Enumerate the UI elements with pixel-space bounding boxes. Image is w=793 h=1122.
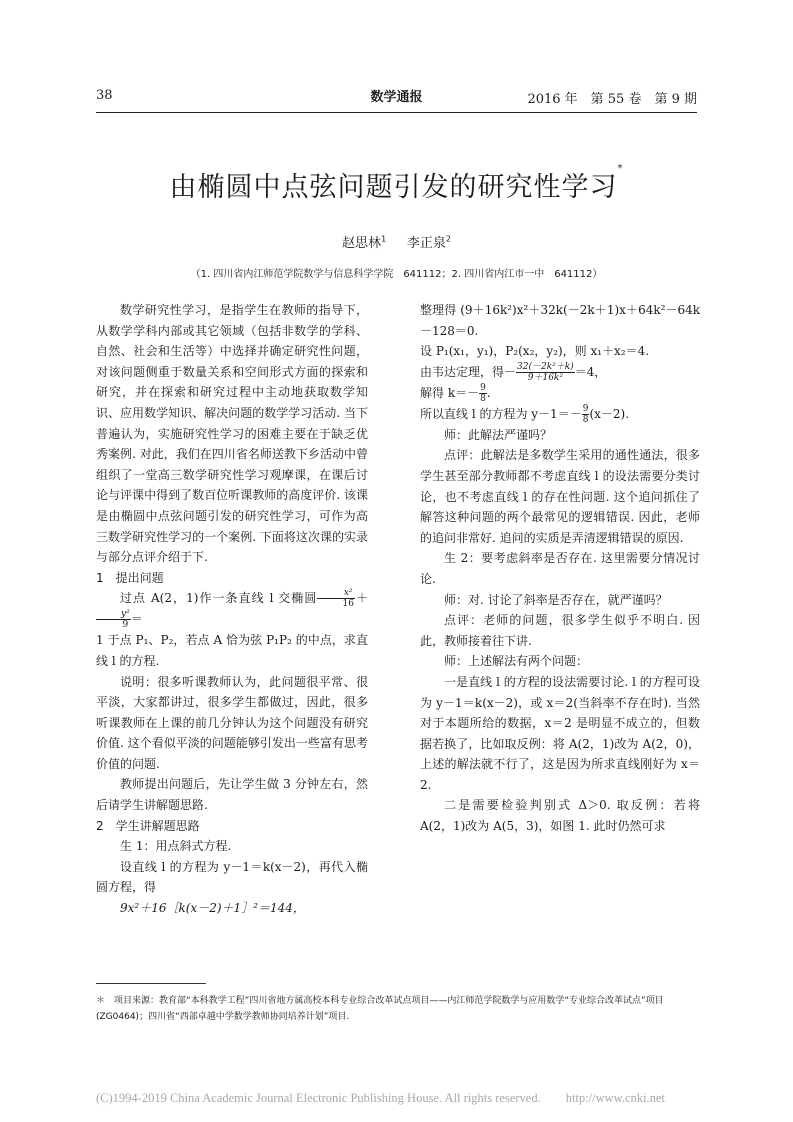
fraction-denominator: 9＋16k² bbox=[527, 372, 563, 383]
solution-setup: 设直线 l 的方程为 y－1＝k(x－2)，再代入椭圆方程，得 bbox=[96, 859, 368, 895]
fraction-numerator: 9 bbox=[582, 403, 589, 414]
fraction-numerator: 32(－2k²＋k) bbox=[517, 361, 574, 372]
fraction-denominator: 8 bbox=[582, 414, 589, 425]
author-name: 李正泉 bbox=[406, 236, 446, 251]
plus-sign: ＋ bbox=[354, 591, 368, 606]
solve-step bbox=[420, 383, 700, 404]
left-column bbox=[96, 300, 368, 919]
solve-text: 解得 k＝－ bbox=[420, 385, 480, 400]
line-text: 所以直线 l 的方程为 y－1＝－ bbox=[420, 406, 582, 421]
problem-statement bbox=[96, 588, 368, 630]
fraction-denominator: 16 bbox=[342, 599, 354, 610]
fraction-denominator: 8 bbox=[480, 393, 486, 404]
problem-text: 过点 A(2，1)作一条直线 l 交椭圆 bbox=[120, 591, 318, 606]
solve-end: . bbox=[486, 385, 491, 400]
author-name: 赵思林 bbox=[342, 236, 382, 251]
title-footnote-mark: * bbox=[617, 163, 624, 174]
fraction bbox=[516, 362, 575, 383]
vieta-text: 由韦达定理，得－ bbox=[420, 364, 517, 379]
author-line bbox=[0, 232, 793, 251]
fraction bbox=[479, 383, 487, 404]
copyright-watermark: (C)1994-2019 China Academic Journal Electronic Publishing House. All rights reserved. http://www.cnki.net bbox=[96, 1091, 665, 1105]
problem-continuation: 1 于点 P₁、P₂，若点 A 恰为弦 P₁P₂ 的中点，求直线 l 的方程. bbox=[96, 633, 368, 668]
issue-one-paragraph: 一是直线 l 的方程的设法需要讨论. l 的方程可设为 y－1＝k(x－2)，或 x＝2(当斜率不存在时). 当然对于本题所给的数据，x＝2 是明显不成立的，但数据若换了，比如取反例：将 A(2，1)改为 A(2，0)，上述的解法就不行了，这是因为所求直线刚好为 x＝2. bbox=[420, 674, 700, 792]
section-heading: 2 学生讲解题思路 bbox=[96, 818, 200, 833]
comment-paragraph: 点评：老师的问题，很多学生似乎不明白. 因此，教师接着往下讲. bbox=[420, 613, 700, 648]
issue-two-paragraph: 二是需要检验判别式 Δ＞0. 取反例：若将 A(2，1)改为 A(5，3)，如图 1. 此时仍然可求 bbox=[420, 798, 700, 834]
issue-info: 2016 年 第 55 卷 第 9 期 bbox=[527, 92, 697, 107]
footnote: ＊ 项目来源：教育部“本科教学工程”四川省地方属高校本科专业综合改革试点项目——内江师范学院数学与应用数学“专业综合改革试点”项目(ZG0464)；四川省“西部卓越中学数学教师协同培养计划”项目. bbox=[96, 996, 664, 1022]
teacher-question: 师：上述解法有两个问题： bbox=[444, 654, 589, 669]
teacher-question: 师：对. 讨论了斜率是否存在，就严谨吗？ bbox=[444, 592, 668, 607]
comment-paragraph: 点评：此解法是多数学生采用的通性通法，很多学生甚至部分教师都不考虑直线 l 的设法需要分类讨论，也不考虑直线 l 的存在性问题. 这个追问抓住了解答这种问题的两个最常见的逻辑错误. 因此，老师的追问非常好. 追问的实质是弄清逻辑错误的原因. bbox=[420, 448, 700, 545]
line-end: (x－2). bbox=[589, 406, 630, 421]
fraction-denominator: 9 bbox=[122, 620, 129, 631]
equation: 9x²＋16［k(x－2)＋1］²＝144， bbox=[120, 901, 305, 916]
student-remark: 生 1：用点斜式方程. bbox=[120, 839, 232, 854]
points-setup: 设 P₁(x₁，y₁)，P₂(x₂，y₂)，则 x₁＋x₂＝4. bbox=[420, 344, 650, 359]
teacher-question: 师：此解法严谨吗？ bbox=[444, 427, 553, 442]
note-paragraph: 说明：很多听课教师认为，此问题很平常、很平淡，大家都讲过，很多学生都做过，因此，很多听课教师在上课的前几分钟认为这个问题没有研究价值. 这个看似平淡的问题能够引发出一些富有思考价值的问题. bbox=[96, 674, 368, 771]
running-header bbox=[96, 84, 697, 108]
fraction-numerator: 9 bbox=[480, 382, 486, 393]
page-number: 38 bbox=[96, 88, 113, 103]
fraction bbox=[317, 588, 354, 609]
simplified-equation: 整理得 (9＋16k²)x²＋32k(－2k＋1)x＋64k²－64k－128＝0. bbox=[420, 303, 700, 338]
line-equation bbox=[420, 404, 700, 425]
vieta-result: ＝4， bbox=[574, 364, 607, 379]
intro-paragraph: 数学研究性学习，是指学生在教师的指导下，从数学学科内部或其它领域（包括非数学的学科、自然、社会和生活等）中选择并确定研究性问题，对该问题侧重于数量关系和空间形式方面的探索和研究，并在探索和研究过程中主动地获取数学知识、应用数学知识、解决问题的数学学习活动. 当下普遍认为，实施研究性学习的困难主要在于缺乏优秀案例. 对此，我们在四川省名师送教下乡活动中曾组织了一堂高三数学研究性学习观摩课，在课后讨论与评课中得到了数百位听课教师的高度评价. 该课是由椭圆中点弦问题引发的研究性学习，可作为高三数学研究性学习的一个案例. 下面将这次课的实录与部分点评介绍于下. bbox=[96, 303, 368, 565]
header-rule bbox=[96, 112, 697, 113]
affiliation: （1. 四川省内江师范学院数学与信息科学学院 641112；2. 四川省内江市一中 641112） bbox=[190, 269, 603, 280]
author-affil-mark: 1 bbox=[381, 234, 387, 244]
right-column bbox=[420, 300, 700, 837]
footnote-rule bbox=[96, 983, 206, 984]
fraction-numerator: x² bbox=[317, 588, 354, 599]
section-heading: 1 提出问题 bbox=[96, 570, 164, 585]
journal-name: 数学通报 bbox=[370, 90, 423, 105]
student-remark: 生 2：要考虑斜率是否存在. 这里需要分情况讨论. bbox=[420, 551, 700, 586]
author-affil-mark: 2 bbox=[445, 234, 451, 244]
teacher-paragraph: 教师提出问题后，先让学生做 3 分钟左右，然后请学生讲解题思路. bbox=[96, 777, 368, 813]
fraction bbox=[96, 609, 131, 630]
vieta-step bbox=[420, 362, 700, 383]
article-title bbox=[0, 165, 793, 204]
equals-sign: ＝ bbox=[130, 612, 143, 627]
title-text: 由椭圆中点弦问题引发的研究性学习 bbox=[169, 172, 618, 203]
fraction-numerator: y² bbox=[96, 609, 131, 620]
